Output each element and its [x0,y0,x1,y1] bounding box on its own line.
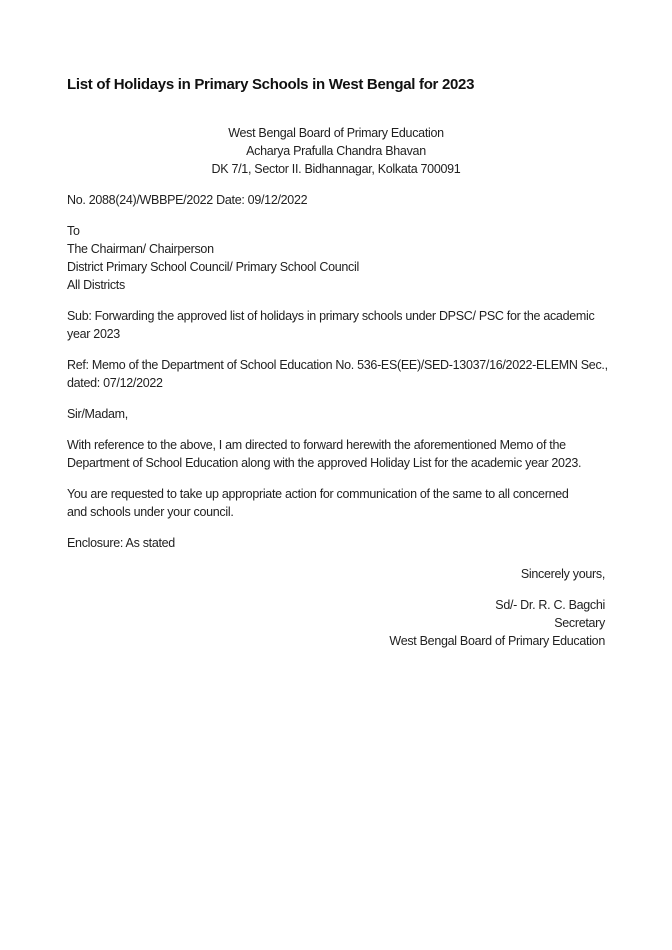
recipient-to: To [67,224,80,238]
signature-organization: West Bengal Board of Primary Education [389,634,605,648]
recipient-block [67,222,605,294]
body-2-line-1: You are requested to take up appropriate action for communication of the same to all concerned [67,487,569,501]
body-2-line-2: and schools under your council. [67,505,234,519]
body-paragraph-2 [67,485,605,521]
subject-block [67,307,605,343]
document-title: List of Holidays in Primary Schools in West Bengal for 2023 [67,76,475,93]
reference-line-1: Ref: Memo of the Department of School Education No. 536-ES(EE)/SED-13037/16/2022-ELEMN Sec., [67,358,608,372]
memo-number-line-block [67,191,605,209]
signature-signed-by: Sd/- Dr. R. C. Bagchi [495,598,605,612]
signature-block [67,596,605,650]
reference-block [67,356,608,392]
enclosure-block [67,534,605,552]
signature-designation: Secretary [554,616,605,630]
letterhead [67,124,605,178]
letterhead-org-name: West Bengal Board of Primary Education [228,126,444,140]
salutation: Sir/Madam, [67,407,128,421]
subject-line-2: year 2023 [67,327,120,341]
recipient-council-line: District Primary School Council/ Primary School Council [67,260,359,274]
enclosure-line: Enclosure: As stated [67,536,175,550]
body-1-line-2: Department of School Education along with the approved Holiday List for the academic year 2023. [67,456,582,470]
body-1-line-1: With reference to the above, I am directed to forward herewith the aforementioned Memo of the [67,438,566,452]
closing-block [67,565,605,583]
letterhead-building: Acharya Prafulla Chandra Bhavan [246,144,426,158]
recipient-districts-line: All Districts [67,278,125,292]
letterhead-address: DK 7/1, Sector II. Bidhannagar, Kolkata 700091 [211,162,461,176]
closing-line: Sincerely yours, [520,567,605,581]
salutation-block [67,405,605,423]
subject-line-1: Sub: Forwarding the approved list of holidays in primary schools under DPSC/ PSC for the academic [67,309,595,323]
recipient-chairman-line: The Chairman/ Chairperson [67,242,214,256]
body-paragraph-1 [67,436,605,472]
memo-number-and-date: No. 2088(24)/WBBPE/2022 Date: 09/12/2022 [67,193,308,207]
reference-line-2: dated: 07/12/2022 [67,376,163,390]
